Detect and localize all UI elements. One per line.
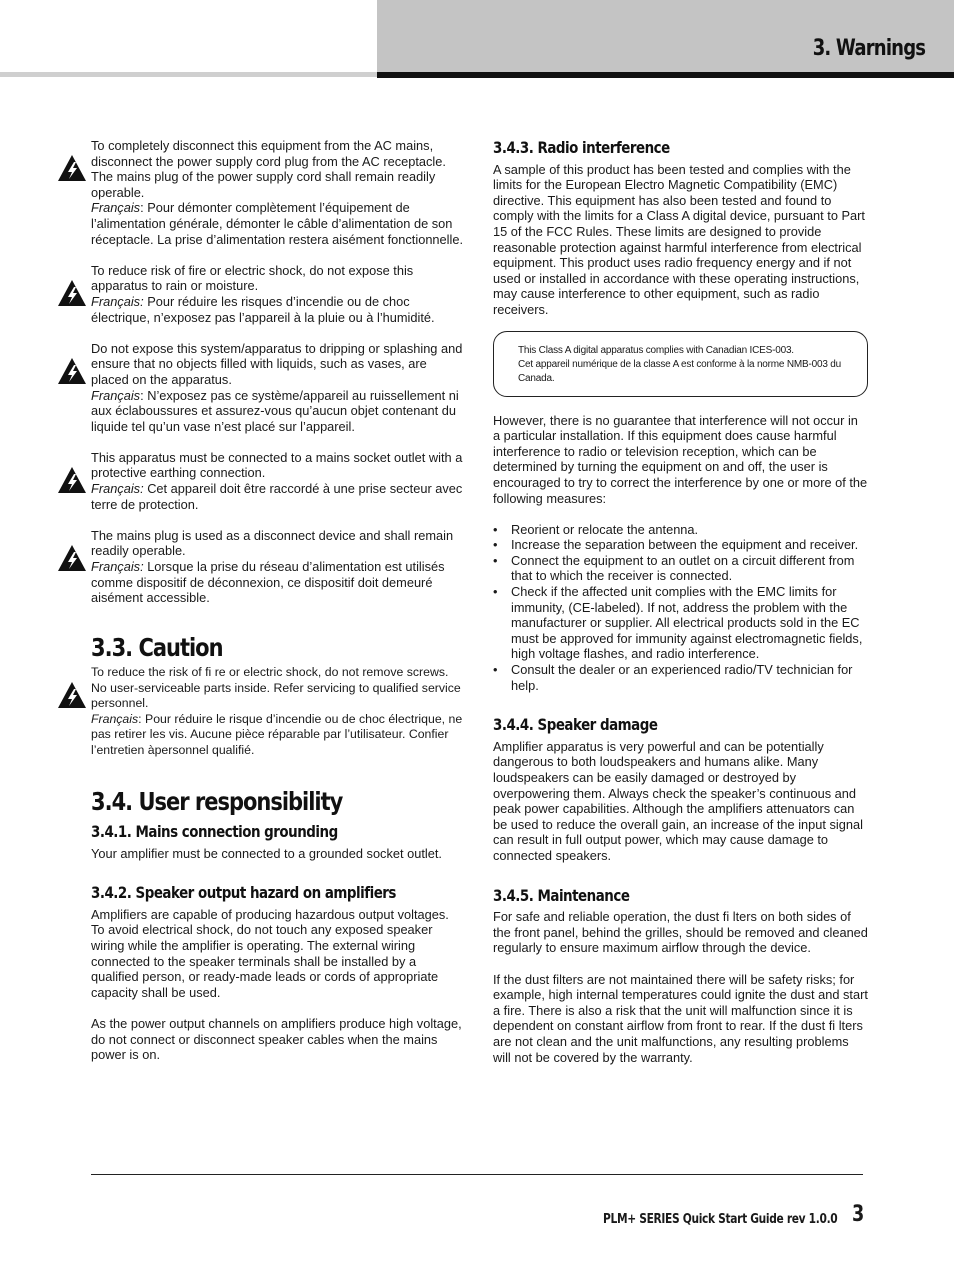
caution-text-fr: Français: Pour réduire le risque d’incendie ou de choc électrique, ne pas retirer les vis. Aucune pièce réparable par l’utilisateur. Confier l’entretien àpersonnel qualifié. [91, 711, 463, 757]
paragraph: For safe and reliable operation, the dust fi lters on both sides of the front panel, behind the grilles, should be removed and cleaned regularly to ensure maximum airflow through the device. [493, 909, 868, 956]
subsection-title: 3.4.2. Speaker output hazard on amplifiers [91, 883, 396, 903]
warning-text-fr: Français: Cet appareil doit être raccordé à une prise secteur avec terre de protection. [91, 481, 463, 512]
warning-icon [57, 357, 87, 385]
paragraph: Amplifier apparatus is very powerful and can be potentially dangerous to both loudspeakers and humans alike. Many loudspeakers can be easily damaged or destroyed by overpowering them. Always check the speaker’s continuous and peak power capabilities. Although the amplifiers attenuators can be used to reduce the overall gain, an increase of the input signal can result in full output power, which may cause damage to connected speakers. [493, 738, 863, 863]
paragraph: A sample of this product has been tested and complies with the limits for the European Electro Magnetic Compatibility (EMC) directive. This equipment has also been tested and found to comply with the limits for a Class A digital device, pursuant to Part 15 of the FCC Rules. These limits are designed to provide reasonable protection against harmful interference from electrical equipment. This product uses radio frequency energy and if not used or installed in accordance with these operating instructions, may cause interference to other equipment, such as radio receivers. [493, 161, 865, 317]
paragraph: Your amplifier must be connected to a grounded socket outlet. [91, 845, 442, 861]
warning-item [57, 263, 465, 325]
warning-icon [57, 544, 87, 572]
paragraph: As the power output channels on amplifiers produce high voltage, do not connect or disconnect speaker cables when the mains power is on. [91, 1015, 462, 1063]
warning-text-fr: Français: Pour réduire les risques d’incendie ou de choc électrique, n’exposez pas l’appareil à la pluie ou à l’humidité. [91, 293, 435, 325]
chapter-title: 3. Warnings [812, 36, 925, 61]
warning-text-fr: Français: Lorsque la prise du réseau d’alimentation est utilisés comme dispositif de déconnexion, ce dispositif doit demeuré aisément accessible. [91, 559, 445, 606]
caution-text-en: To reduce the risk of fi re or electric shock, do not remove screws. No user-serviceable parts inside. Refer servicing to qualified service personnel. [91, 665, 461, 711]
paragraph: Amplifiers are capable of producing hazardous output voltages. To avoid electrical shock, do not touch any exposed speaker wiring while the amplifier is operating. The external wiring connected to the speaker terminals shall be installed by a qualified person, or ready-made leads or cords of appropriate capacity shall be used. [91, 906, 449, 1000]
section-title-user-responsibility: 3.4. User responsibility [91, 787, 343, 817]
list-item: • Reorient or relocate the antenna. [493, 522, 868, 538]
warning-item [57, 450, 465, 512]
warning-text-en: To reduce risk of fire or electric shock, do not expose this apparatus to rain or moisture. [91, 262, 414, 294]
warning-icon [57, 279, 87, 307]
page-number: 3 [852, 1202, 865, 1227]
footer-rule [91, 1174, 863, 1175]
warning-text-fr: Français: N’exposez pas ce système/appareil au ruissellement ni aux éclaboussures et assurez-vous qu’aucun objet contenant du liquide tel qu’un vase n’est placé sur l’appareil. [91, 387, 459, 434]
notice-text-en: This Class A digital apparatus complies with Canadian ICES-003. [518, 344, 794, 356]
warning-icon [57, 154, 87, 182]
subsection-title: 3.4.1. Mains connection grounding [91, 822, 338, 841]
list-item: • Consult the dealer or an experienced radio/TV technician for help. [493, 662, 868, 693]
list-item: • Increase the separation between the equipment and receiver. [493, 537, 868, 553]
warning-item [57, 341, 465, 435]
list-item: • Check if the affected unit complies with the EMC limits for immunity, (CE-labeled). If not, address the problem with the manufacturer or supplier. All electrical products sold in the EC must be approved for immunity against electromagnetic fields, high voltage flashes, and radio interference. [493, 584, 868, 662]
warning-icon [57, 466, 87, 494]
paragraph: If the dust filters are not maintained there will be safety risks; for example, high internal temperatures could ignite the dust and start a fire. There is also a risk that the unit will malfunction since it is dependent on constant airflow from front to rear. If the dust fi lters are not clean and the unit malfunctions, any resulting problems will not be covered by the warranty. [493, 971, 868, 1065]
measures-list [493, 522, 868, 694]
subsection-title: 3.4.5. Maintenance [493, 885, 630, 905]
list-item: • Connect the equipment to an outlet on a circuit different from that to which the receiver is connected. [493, 553, 868, 584]
left-column [57, 138, 465, 1063]
notice-text-fr: Cet appareil numérique de la classe A est conforme à la norme NMB-003 du Canada. [518, 358, 842, 384]
compliance-notice-box [493, 331, 868, 397]
warning-item [57, 528, 465, 606]
warning-item [57, 138, 465, 247]
subsection-title: 3.4.3. Radio interference [493, 138, 670, 157]
warning-text-en: This apparatus must be connected to a mains socket outlet with a protective earthing connection. [91, 449, 463, 481]
warning-text-fr: Français: Pour démonter complètement l’équipement de l’alimentation générale, démonter le câble d’alimentation de son réceptacle. La prise d’alimentation restera aisément fonctionnelle. [91, 200, 464, 247]
header-bar-left [0, 72, 377, 77]
subsection-title: 3.4.4. Speaker damage [493, 715, 658, 735]
warning-text-en: Do not expose this system/apparatus to dripping or splashing and ensure that no objects filled with liquids, such as vases, are placed on the apparatus. [91, 340, 463, 387]
warning-icon [57, 681, 87, 709]
warning-text-en: To completely disconnect this equipment from the AC mains, disconnect the power supply cord plug from the AC receptacle. The mains plug of the power supply cord shall remain readily operable. [91, 138, 446, 200]
paragraph: However, there is no guarantee that interference will not occur in a particular installation. If this equipment does cause harmful interference to radio or television reception, which can be determined by turning the equipment on and off, the user is encouraged to try to correct the interference by one or more of the following measures: [493, 412, 868, 506]
warning-text-en: The mains plug is used as a disconnect device and shall remain readily operable. [91, 527, 454, 559]
right-column [493, 140, 868, 1065]
footer-guide-title: PLM+ SERIES Quick Start Guide rev 1.0.0 [603, 1212, 838, 1227]
caution-item [57, 665, 465, 758]
header-rule [377, 72, 954, 78]
section-title-caution: 3.3. Caution [91, 632, 223, 662]
